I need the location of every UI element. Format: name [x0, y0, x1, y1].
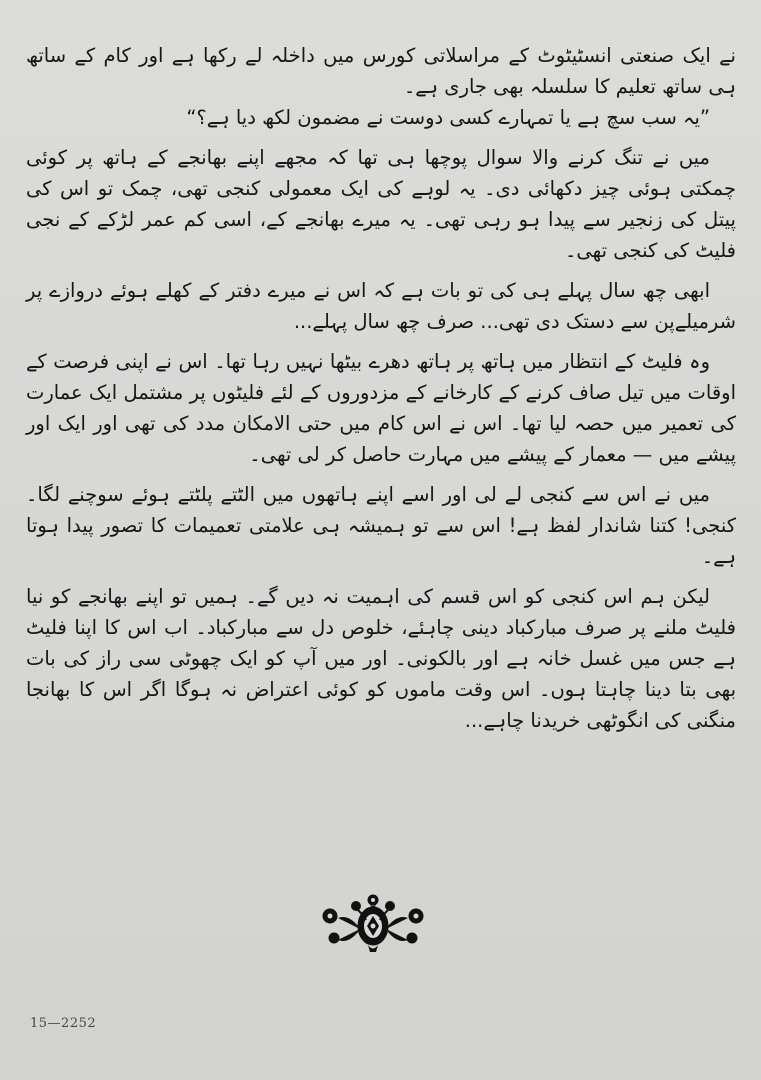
paragraph-key-seen: میں نے تنگ کرنے والا سوال پوچھا ہی تھا کہ مجھے اپنے بھانجے کے ہاتھ پر کوئی چمکتی ہوئی چیز دکھائی دی۔ یہ لوہے کی ایک معمولی کنجی تھی، چمک تو اس کی پیتل کی زنجیر سے پیدا ہو رہی تھی۔ یہ میرے بھانجے کے، اسی کم عمر لڑکے کے نجی فلیٹ کی کنجی تھی۔ [26, 146, 736, 262]
paragraph-six-years: ابھی چھ سال پہلے ہی کی تو بات ہے کہ اس نے میرے دفتر کے کھلے ہوئے دروازے پر شرمیلےپن سے دستک دی تھی... صرف چھ سال پہلے... [26, 279, 736, 333]
floral-ornament-icon [318, 892, 428, 954]
paragraph-flat-building: وہ فلیٹ کے انتظار میں ہاتھ پر ہاتھ دھرے بیٹھا نہیں رہا تھا۔ اس نے اپنی فرصت کے اوقات میں تیل صاف کرنے کے کارخانے کے مزدوروں کے لئے فلیٹوں پر مشتمل ایک عمارت کی تعمیر میں حصہ لیا تھا۔ اس نے اس کام میں حتی الامکان مدد کی تھی اور ایک اور پیشے میں — معمار کے پیشے میں مہارت حاصل کر لی تھی۔ [26, 350, 736, 466]
paragraph-course: نے ایک صنعتی انسٹیٹوٹ کے مراسلاتی کورس میں داخلہ لے رکھا ہے اور کام کے ساتھ ہی ساتھ تعلیم کا سلسلہ بھی جاری ہے۔ [26, 44, 736, 98]
text-column [26, 40, 736, 736]
paragraph-question: ”یہ سب سچ ہے یا تمہارے کسی دوست نے مضمون لکھ دیا ہے؟“ [186, 106, 710, 129]
paragraph-congratulations: لیکن ہم اس کنجی کو اس قسم کی اہمیت نہ دیں گے۔ ہمیں تو اپنے بھانجے کو نیا فلیٹ ملنے پر صرف مبارکباد دینی چاہئے، خلوص دل سے مبارکباد۔ اب اس کا اپنا فلیٹ ہے جس میں غسل خانہ ہے اور بالکونی۔ اور میں آپ کو ایک چھوٹی سی راز کی بات بھی بتا دینا چاہتا ہوں۔ اس وقت ماموں کو کوئی اعتراض نہ ہوگا اگر اس کا بھانجا منگنی کی انگوٹھی خریدنا چاہے... [26, 585, 736, 732]
printer-signature-code: 15—2252 [30, 1016, 97, 1031]
paragraph-key-word: میں نے اس سے کنجی لے لی اور اسے اپنے ہاتھوں میں الٹتے پلٹتے ہوئے سوچنے لگا۔ کنجی! کتنا شاندار لفظ ہے! اس سے تو ہمیشہ ہی علامتی تعمیمات کا تصور پیدا ہوتا ہے۔ [26, 483, 736, 568]
